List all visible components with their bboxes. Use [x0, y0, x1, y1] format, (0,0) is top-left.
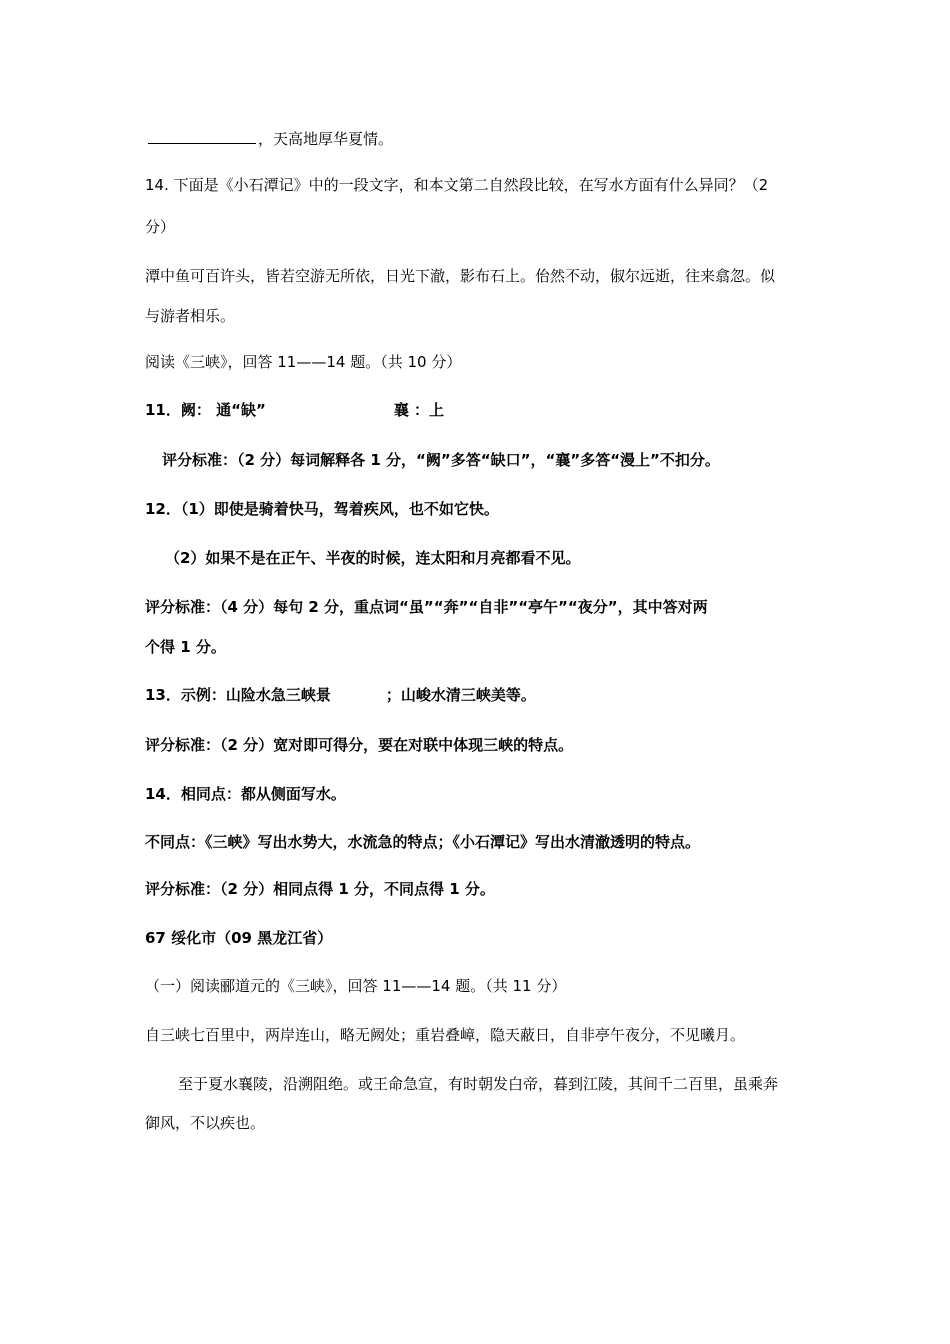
scoring-14: 评分标准：（2 分）相同点得 1 分，不同点得 1 分。: [145, 880, 495, 898]
fill-in-blank: [148, 128, 256, 144]
couplet-tail: ，天高地厚华夏情。: [258, 130, 394, 148]
question-14-text: 14. 下面是《小石潭记》中的一段文字，和本文第二自然段比较，在写水方面有什么异同？（2: [145, 176, 769, 194]
answer-13-part-1: 13．示例：山险水急三峡景: [145, 686, 331, 704]
quote-passage-line-1: 潭中鱼可百许头，皆若空游无所依，日光下澈，影布石上。佁然不动，俶尔远逝，往来翕忽。似: [145, 267, 776, 285]
quote-passage-line-2: 与游者相乐。: [145, 307, 236, 325]
answer-13-part-2: ；山峻水清三峡美等。: [385, 686, 536, 704]
couplet-answer-line: [148, 128, 393, 149]
scoring-13: 评分标准：（2 分）宽对即可得分，要在对联中体现三峡的特点。: [145, 736, 574, 754]
sanxia-paragraph-1: 自三峡七百里中，两岸连山，略无阙处；重岩叠嶂，隐天蔽日，自非亭午夜分，不见曦月。: [145, 1026, 746, 1044]
answer-11: [145, 400, 444, 420]
section-heading: 67 绥化市（09 黑龙江省）: [145, 929, 333, 947]
scoring-11: 评分标准：（2 分）每词解释各 1 分，“阙”多答“缺口”，“襄”多答“漫上”不扣分。: [162, 451, 720, 469]
sanxia-paragraph-2-line-2: 御风，不以疾也。: [145, 1114, 266, 1132]
reading-instruction: 阅读《三峡》，回答 11——14 题。（共 10 分）: [145, 353, 462, 371]
scoring-12-line-1: 评分标准：（4 分）每句 2 分，重点词“虽”“奔”“自非”“亭午”“夜分”，其中答对两: [145, 598, 708, 616]
scoring-12-line-2: 个得 1 分。: [145, 638, 226, 656]
answer-12-part-1: 12．（1）即使是骑着快马，驾着疾风，也不如它快。: [145, 500, 499, 518]
answer-14-same: 14．相同点：都从侧面写水。: [145, 785, 346, 803]
answer-12-part-2: （2）如果不是在正午、半夜的时候，连太阳和月亮都看不见。: [165, 549, 581, 567]
sanxia-paragraph-2-line-1: 至于夏水襄陵，沿溯阻绝。或王命急宣，有时朝发白帝，暮到江陵，其间千二百里，虽乘奔: [178, 1075, 779, 1093]
question-14-score: 分）: [145, 218, 176, 236]
answer-11-que: 11．阙： 通“缺”: [145, 401, 266, 419]
answer-11-xiang: 襄 ：上: [393, 401, 445, 419]
section-instruction: （一）阅读郦道元的《三峡》，回答 11——14 题。（共 11 分）: [145, 977, 567, 995]
answer-13: [145, 685, 536, 705]
answer-14-different: 不同点：《三峡》写出水势大，水流急的特点；《小石潭记》写出水清澈透明的特点。: [145, 833, 701, 851]
